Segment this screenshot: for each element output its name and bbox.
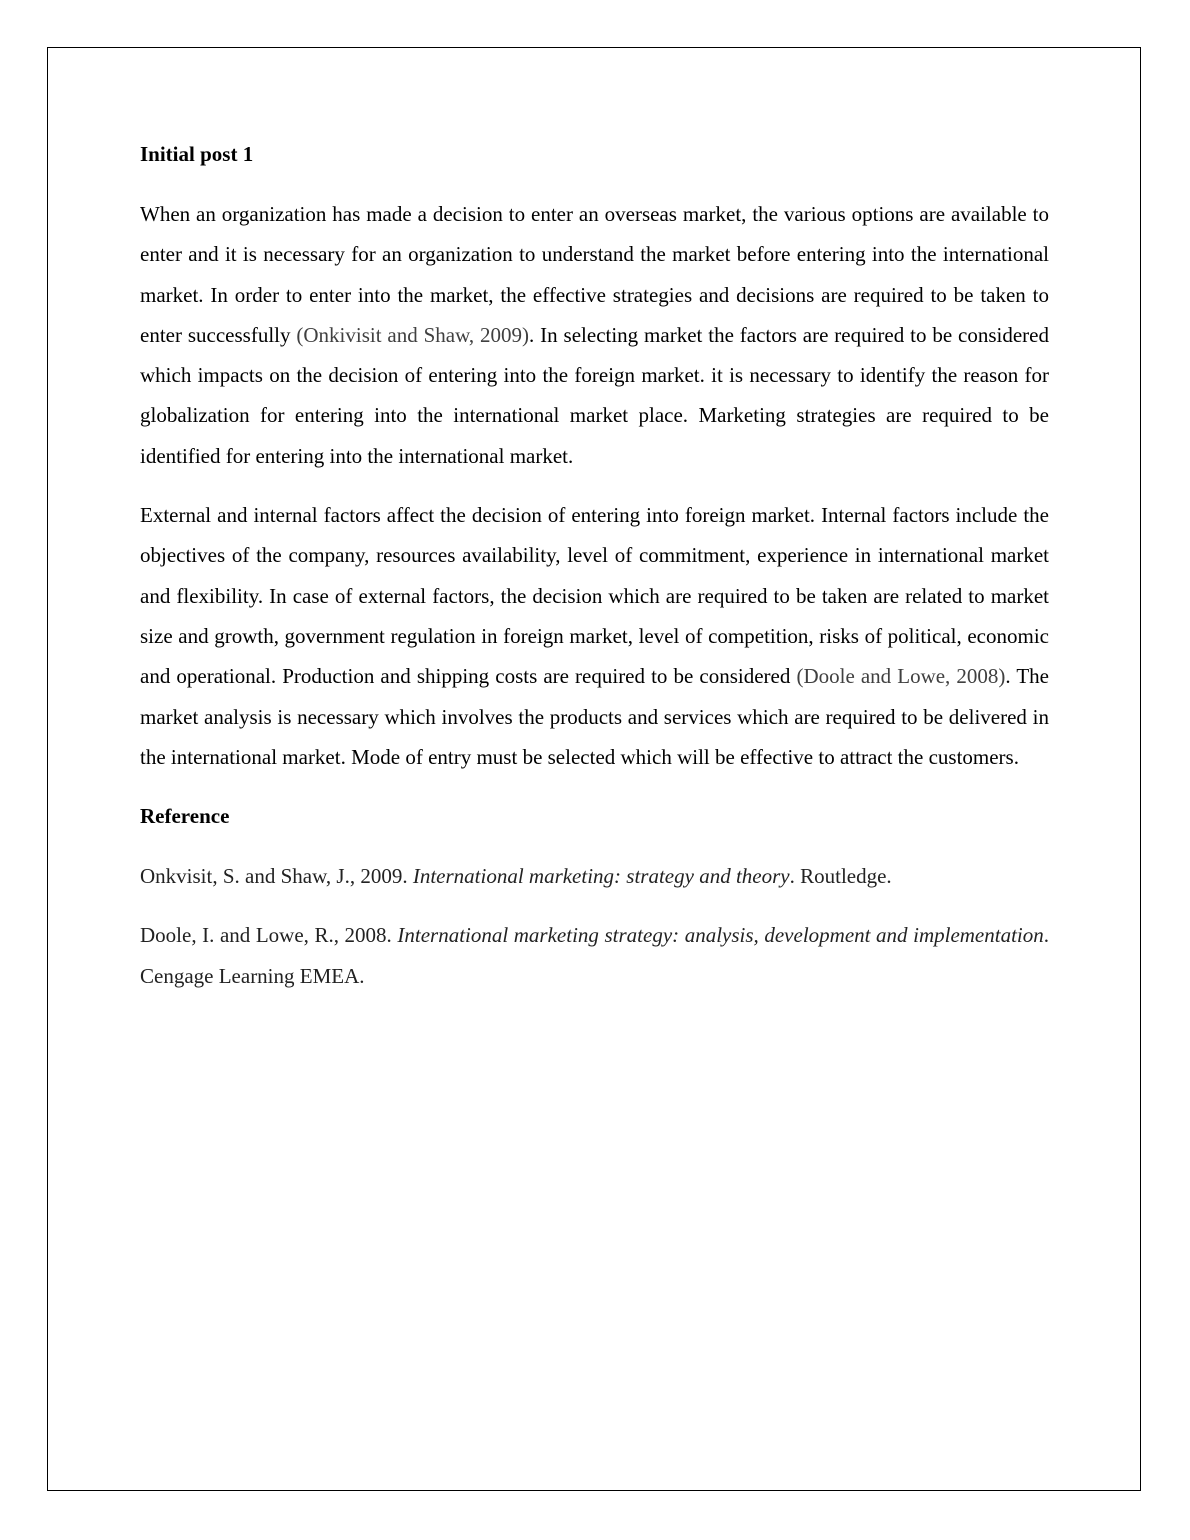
- paragraph-2-text-b: . The market analysis is necessary which involves the products and services which are required to be delivered in the international market. Mode of entry must be selected which will be effective to attract the customers.: [140, 664, 1049, 769]
- reference-authors: Onkvisit, S. and Shaw, J., 2009.: [140, 864, 413, 889]
- paragraph-1-citation: (Onkivisit and Shaw, 2009): [296, 322, 530, 347]
- reference-authors: Doole, I. and Lowe, R., 2008.: [140, 923, 398, 948]
- paragraph-1: [140, 194, 1049, 476]
- document-heading: Initial post 1: [140, 142, 254, 166]
- paragraph-2-text-a: External and internal factors affect the decision of entering into foreign market. Internal factors include the objectives of the company, resources availability, level of commitment, experience in international market and flexibility. In case of external factors, the decision which are required to be taken are related to market size and growth, government regulation in foreign market, level of competition, risks of political, economic and operational. Production and shipping costs are required to be considered: [140, 503, 1049, 689]
- document-body: [140, 134, 1049, 1015]
- reference-entry: [140, 915, 1049, 996]
- reference-publisher: . Cengage Learning EMEA.: [140, 923, 1049, 988]
- reference-title: International marketing: strategy and theory: [412, 864, 790, 889]
- reference-heading: Reference: [140, 804, 230, 829]
- reference-entry: [140, 856, 1049, 896]
- reference-publisher: . Routledge.: [789, 864, 892, 889]
- reference-title: International marketing strategy: analysis, development and implementation: [397, 923, 1044, 948]
- paragraph-2: [140, 495, 1049, 777]
- paragraph-2-citation: (Doole and Lowe, 2008): [796, 664, 1006, 689]
- paragraph-1-text-b: . In selecting market the factors are required to be considered which impacts on the decision of entering into the foreign market. it is necessary to identify the reason for globalization for entering into the international market place. Marketing strategies are required to be identified for entering into the international market.: [140, 322, 1049, 468]
- paragraph-1-text-a: When an organization has made a decision to enter an overseas market, the various options are available to enter and it is necessary for an organization to understand the market before entering into the international market. In order to enter into the market, the effective strategies and decisions are required to be taken to enter successfully: [140, 202, 1049, 347]
